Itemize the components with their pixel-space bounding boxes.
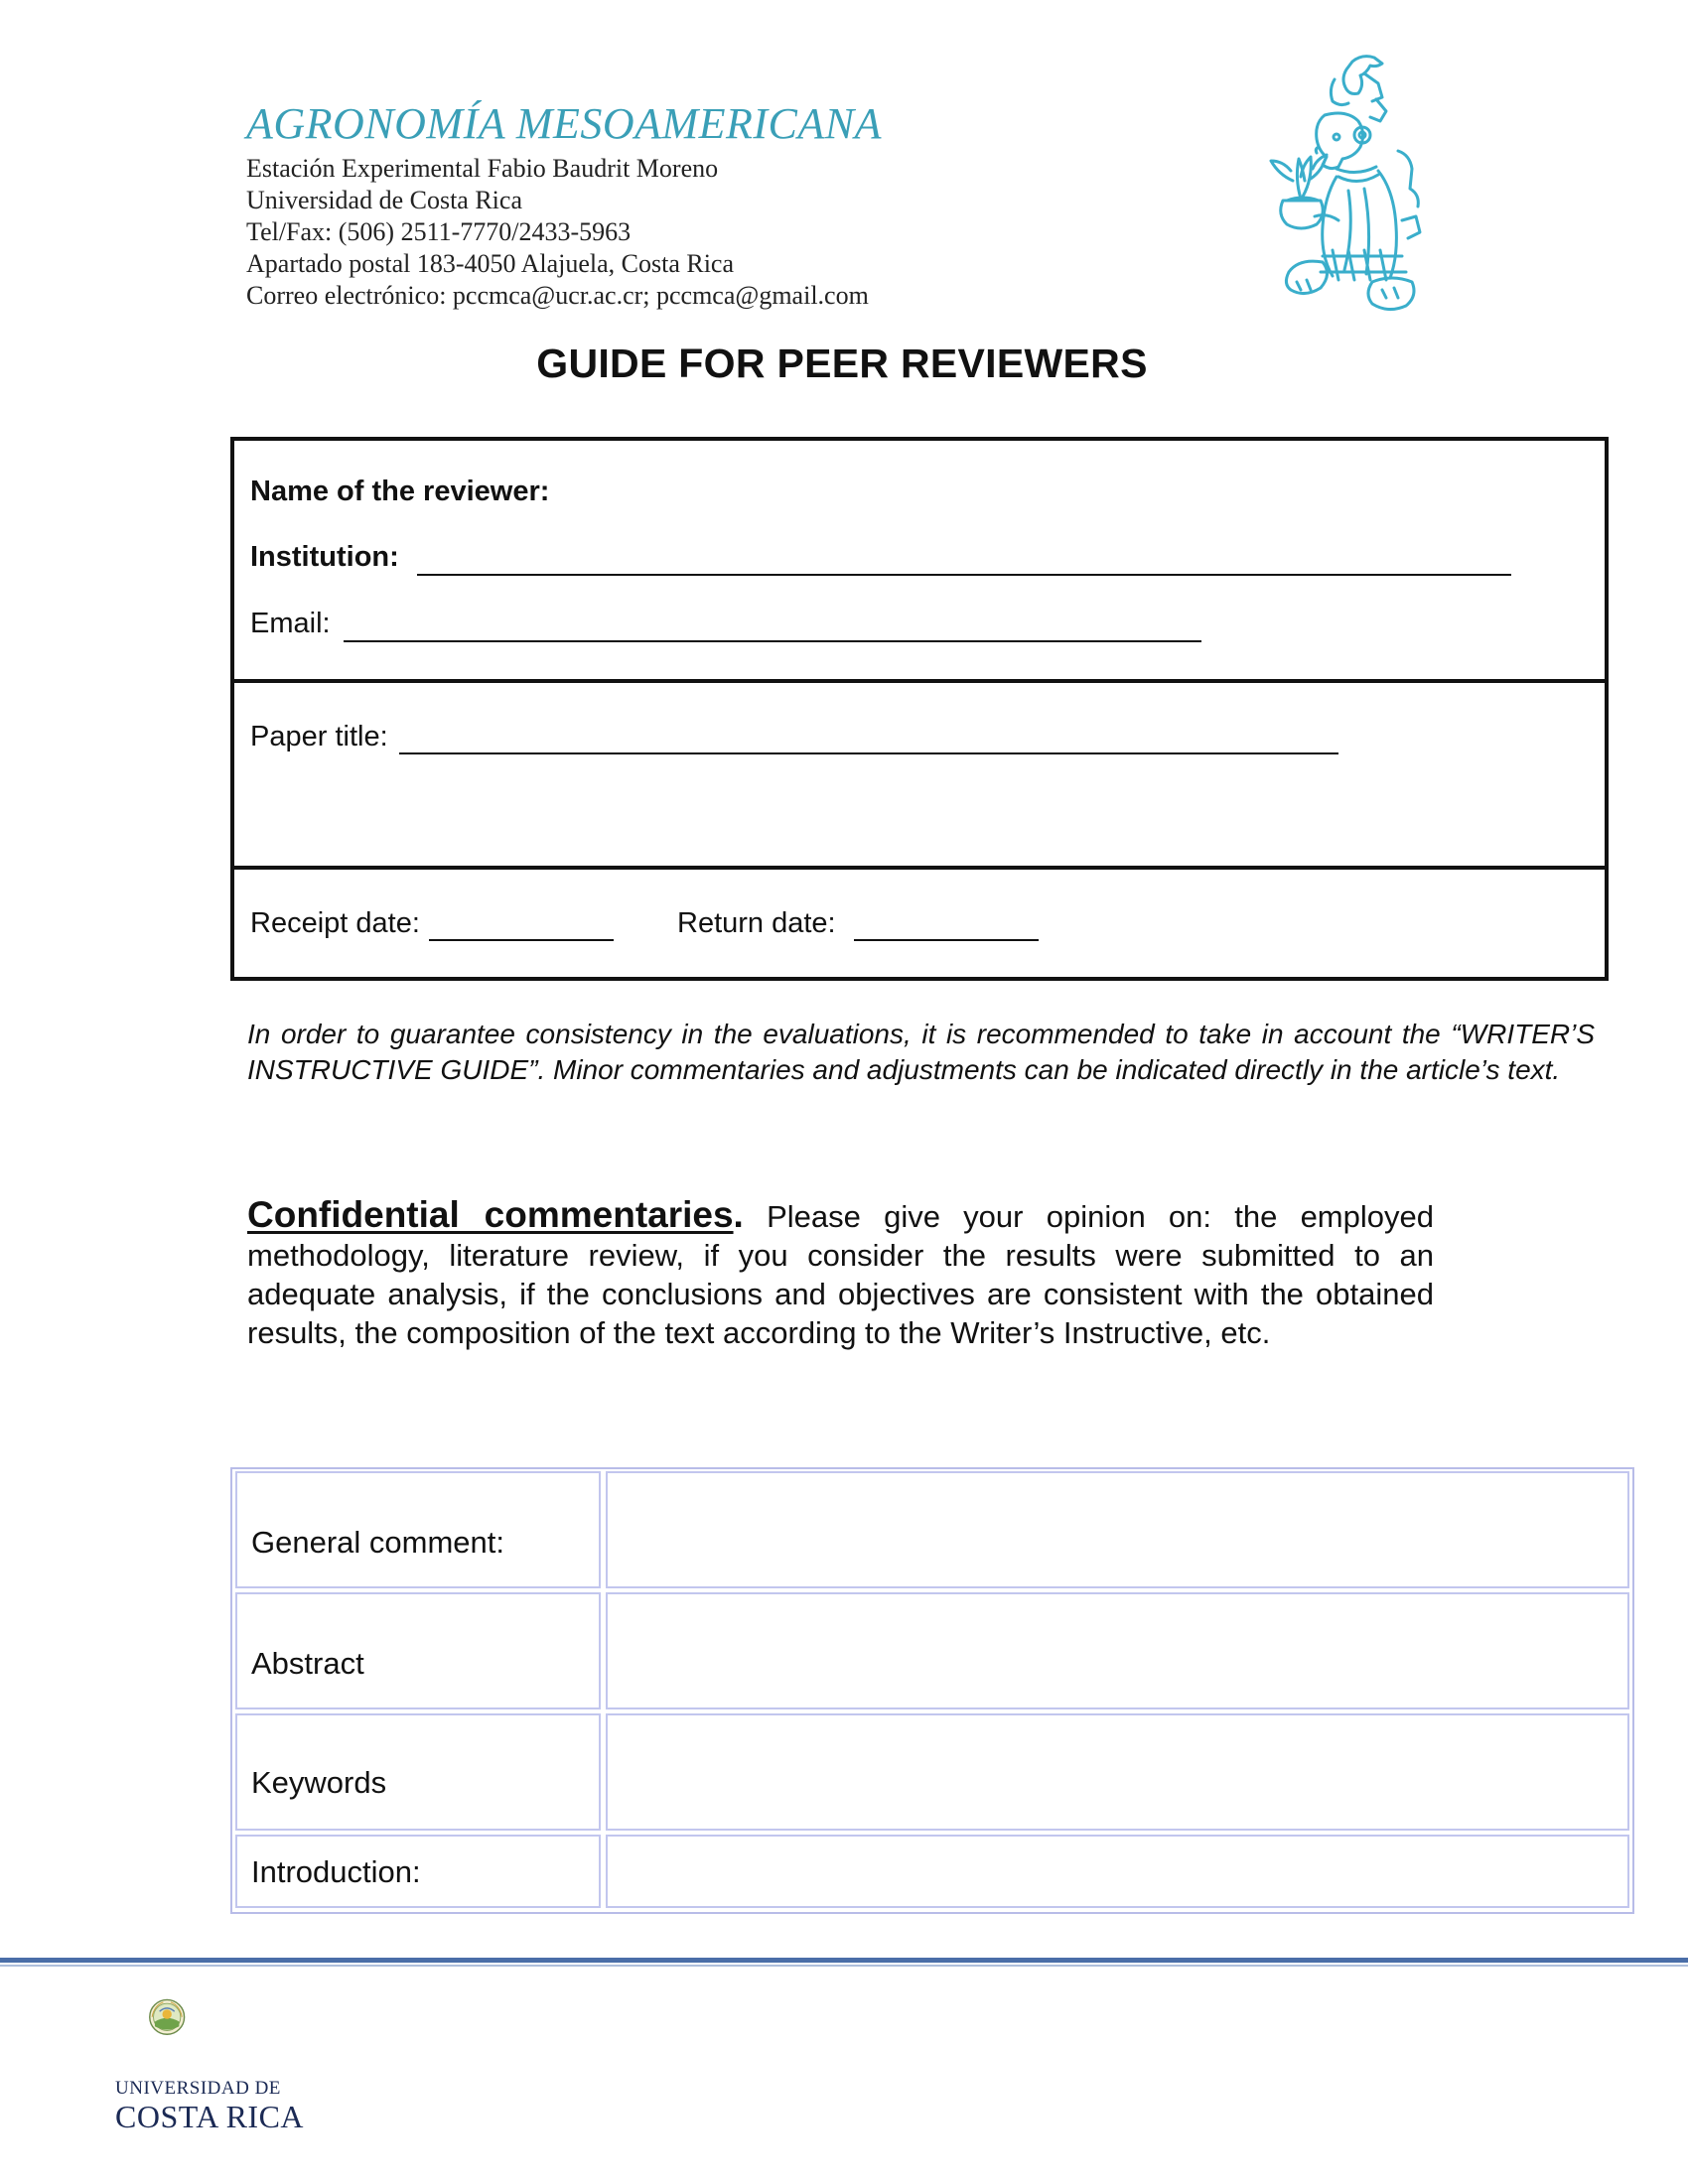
paper-title-label: Paper title: [250, 721, 388, 752]
institution-label: Institution: [250, 541, 399, 573]
row-label-cell [235, 1835, 601, 1908]
institution-field[interactable] [417, 574, 1511, 576]
email-label: Email: [250, 608, 331, 639]
comments-table [230, 1467, 1634, 1914]
footer-divider [0, 1958, 1688, 1963]
return-date-label: Return date: [677, 907, 836, 939]
keywords-input[interactable] [606, 1713, 1629, 1831]
row-label-cell [235, 1713, 601, 1831]
instruction-note: In order to guarantee consistency in the evaluations, it is recommended to take in account the “WRITER’S INSTRUCTIVE GUIDE”. Minor commentaries and adjustments can be indicated directly in the article’s text. [247, 1019, 1595, 1085]
footer-divider-secondary [0, 1965, 1688, 1967]
row-label-cell [235, 1592, 601, 1709]
dates-section [234, 866, 1605, 977]
table-row [235, 1592, 1629, 1709]
confidential-commentaries: Confidential commentaries. Please give your opinion on: the employed methodology, literature review, if you consider the results were submitted to an adequate analysis, if the conclusions and objectives are consistent with the obtained results, the composition of the text according to the Writer’s Instructive, etc. [247, 1194, 1434, 1350]
page-title [0, 341, 1688, 387]
row-label-cell [235, 1471, 601, 1588]
confidential-heading: Confidential commentaries [247, 1194, 734, 1235]
address-line-email: Correo electrónico: pccmca@ucr.ac.cr; pccmca@gmail.com [246, 281, 869, 310]
paper-title-section [234, 679, 1605, 866]
reviewer-info-box [230, 437, 1609, 981]
receipt-date-label: Receipt date: [250, 907, 420, 939]
general-comment-label: General comment: [251, 1525, 504, 1560]
email-field[interactable] [344, 640, 1201, 642]
paper-title-field[interactable] [399, 752, 1338, 754]
return-date-field[interactable] [854, 939, 1039, 941]
table-row [235, 1835, 1629, 1908]
mayan-figure-logo-icon [1253, 52, 1442, 325]
abstract-label: Abstract [251, 1646, 364, 1681]
table-row [235, 1471, 1629, 1588]
introduction-label: Introduction: [251, 1854, 421, 1889]
general-comment-input[interactable] [606, 1471, 1629, 1588]
table-row [235, 1713, 1629, 1831]
page-title-text: GUIDE FOR PEER REVIEWERS [536, 341, 1148, 386]
journal-header [246, 95, 1060, 312]
keywords-label: Keywords [251, 1765, 387, 1800]
address-line-phone: Tel/Fax: (506) 2511-7770/2433-5963 [246, 217, 632, 246]
address-line-postal: Apartado postal 183-4050 Alajuela, Costa Rica [246, 249, 735, 278]
university-name-line1: UNIVERSIDAD DE [115, 2078, 281, 2099]
university-name-line2: COSTA RICA [115, 2099, 305, 2134]
university-seal-icon [146, 1998, 225, 2078]
address-line-institute: Estación Experimental Fabio Baudrit Moreno [246, 154, 719, 183]
introduction-input[interactable] [606, 1835, 1629, 1908]
reviewer-name-label: Name of the reviewer: [250, 476, 550, 507]
reviewer-section [234, 441, 1605, 679]
address-line-university: Universidad de Costa Rica [246, 186, 522, 214]
confidential-text: Please give your opinion on: the employed methodology, literature review, if you consider the results were submitted to an adequate analysis, if the conclusions and objectives are consistent with the obtained results, the composition of the text according to the Writer’s Instructive, etc. [247, 1199, 1434, 1350]
abstract-input[interactable] [606, 1592, 1629, 1709]
journal-title: AGRONOMÍA MESOAMERICANA [246, 99, 883, 148]
receipt-date-field[interactable] [429, 939, 614, 941]
